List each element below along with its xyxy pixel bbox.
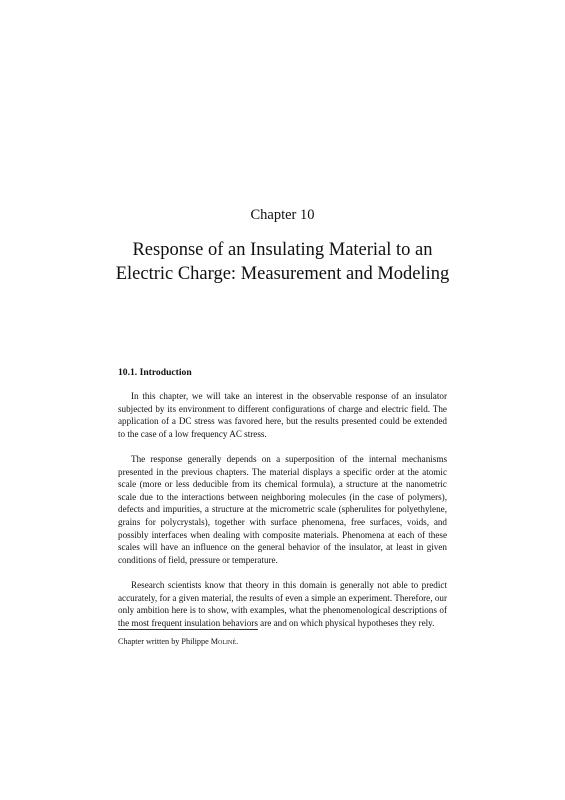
paragraph: Research scientists know that theory in this domain is generally not able to predict accurately, for a given material, the results of even a simple an experiment. Therefore, our only ambition here is to show, with examples, what the phenomenological descriptions of the most frequent insulation behaviors are and on which physical hypotheses they rely. xyxy=(118,579,447,628)
footnote xyxy=(118,637,238,647)
chapter-number: Chapter 10 xyxy=(250,207,315,223)
paragraph: The response generally depends on a superposition of the internal mechanisms presented in the previous chapters. The material displays a specific order at the atomic scale (more or less deducible from its chemical formula), a structure at the nanometric scale due to the interactions between neighboring molecules (in the case of polymers), defects and impurities, a structure at the micrometric scale (spherulites for polyethylene, grains for polycrystals), together with surface phenomena, free surfaces, voids, and possibly interfaces when dealing with composite materials. Phenomena at each of these scales will have an influence on the general behavior of the insulator, at least in given conditions of field, pressure or temperature. xyxy=(118,453,447,565)
chapter-title-line-1: Response of an Insulating Material to an xyxy=(132,240,433,260)
body-text xyxy=(118,390,447,642)
footnote-author-surname: Moliné xyxy=(210,637,237,646)
footnote-suffix: . xyxy=(236,637,239,646)
paragraph: In this chapter, we will take an interest in the observable response of an insulator subjected by its environment to different configurations of charge and electric field. The application of a DC stress was favored here, but the results presented could be extended to the case of a low frequency AC stress. xyxy=(118,391,447,439)
footnote-prefix: Chapter written by Philippe xyxy=(118,637,211,646)
footnote-divider xyxy=(118,629,258,630)
section-heading: 10.1. Introduction xyxy=(118,367,192,378)
chapter-title-line-2: Electric Charge: Measurement and Modeling xyxy=(115,264,450,284)
chapter-title xyxy=(60,238,505,286)
